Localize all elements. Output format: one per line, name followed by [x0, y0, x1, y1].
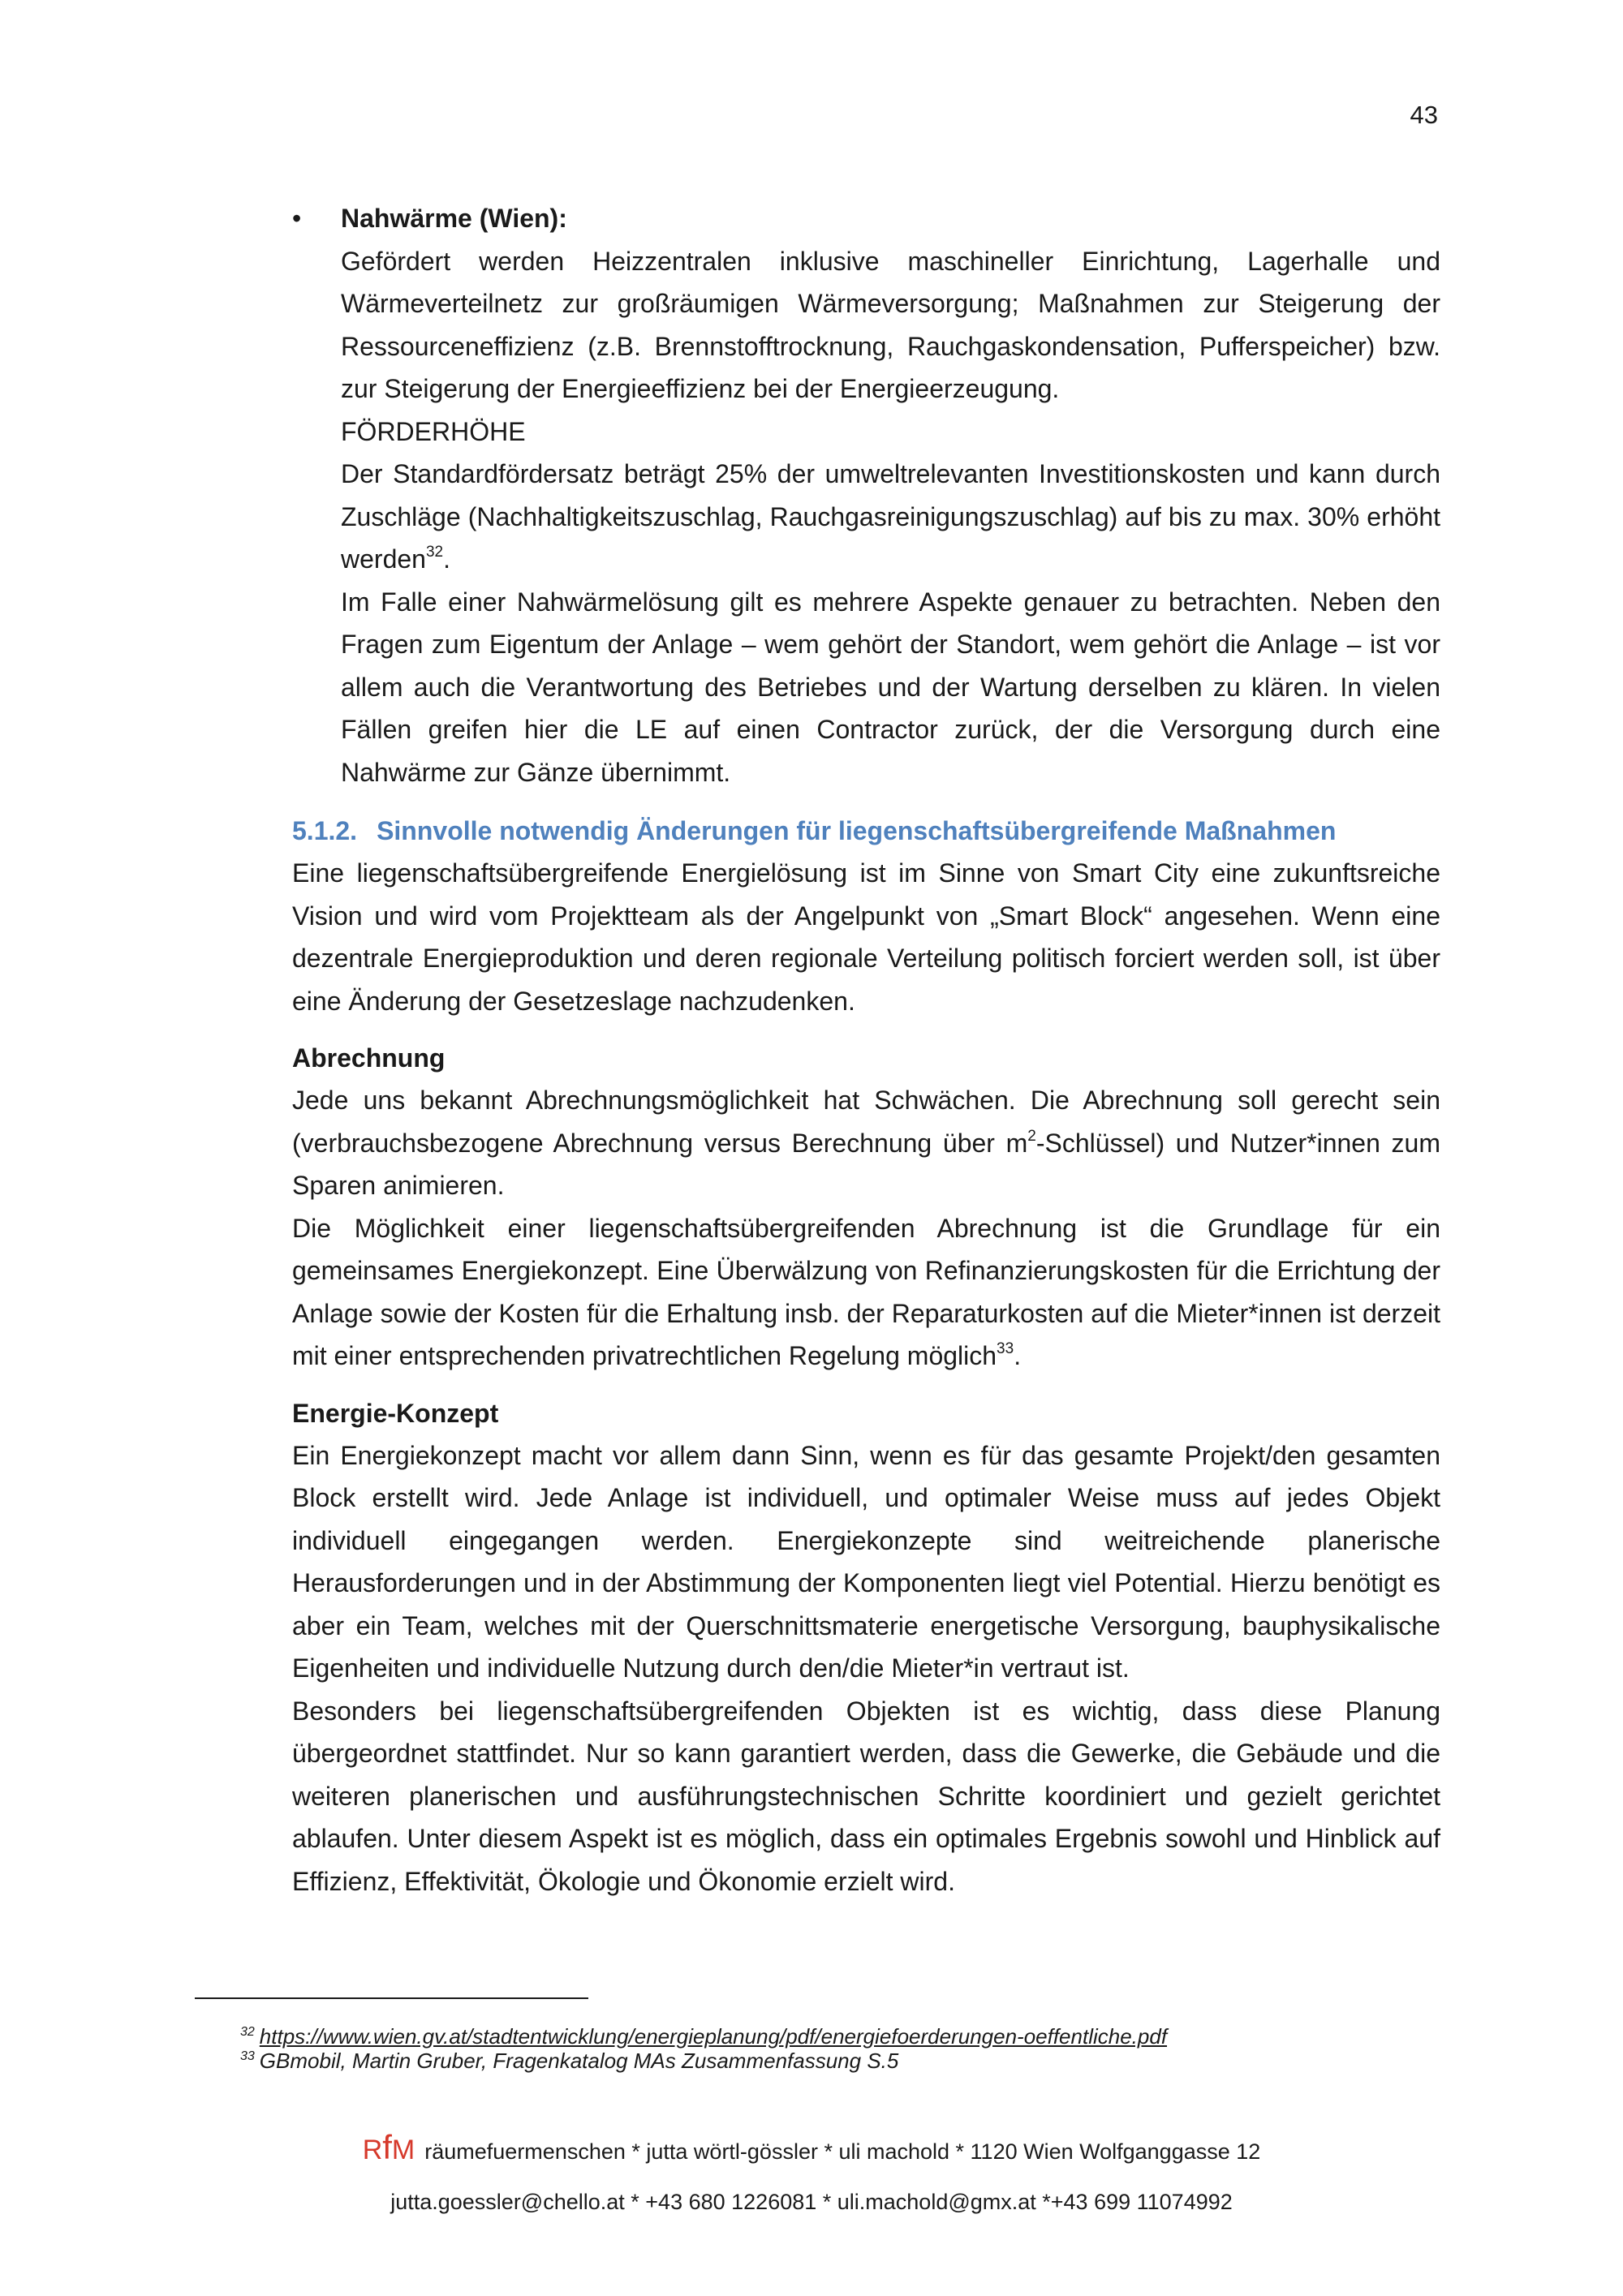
footnote-item	[240, 2049, 1376, 2073]
paragraph: Ein Energiekonzept macht vor allem dann Sinn, wenn es für das gesamte Projekt/den gesamten Block erstellt wird. Jede Anlage ist individuell, und optimaler Weise muss auf jedes Objekt individuell eingegangen werden. Energiekonzepte sind weitreichende planerische Herausforderungen und in der Abstimmung der Komponenten liegt viel Potential. Hierzu benötigt es aber ein Team, welches mit der Querschnittsmaterie energetische Versorgung, bauphysikalische Eigenheiten und individuelle Nutzung durch den/die Mieter*in vertraut ist.	[292, 1440, 1440, 1683]
paragraph: Besonders bei liegenschaftsübergreifenden Objekten ist es wichtig, dass diese Planung übergeordnet stattfindet. Nur so kann garantiert werden, dass die Gewerke, die Gebäude und die weiteren planerischen und ausführungstechnischen Schritte koordiniert und gezielt gerichtet ablaufen. Unter diesem Aspekt ist es möglich, dass ein optimales Ergebnis sowohl und Hinblick auf Effizienz, Effektivität, Ökologie und Ökonomie erzielt wird.	[292, 1696, 1440, 1896]
subheading-abrechnung: Abrechnung	[292, 1043, 446, 1073]
paragraph-text: Der Standardfördersatz beträgt 25% der umweltrelevanten Investitionskosten und kann durch Zuschläge (Nachhaltigkeitszuschlag, Rauchgasreinigungszuschlag) auf bis zu max. 30% erhöht werden	[341, 459, 1440, 574]
footnote-link[interactable]: https://www.wien.gv.at/stadtentwicklung/energieplanung/pdf/energiefoerderungen-oeffentliche.pdf	[259, 2024, 1168, 2049]
section-title: Sinnvolle notwendig Änderungen für liegenschaftsübergreifende Maßnahmen	[377, 816, 1337, 845]
superscript: 2	[1027, 1127, 1036, 1145]
footnote-number: 32	[240, 2025, 255, 2039]
logo-letter: f	[382, 2128, 392, 2166]
page-body	[292, 197, 1440, 1903]
paragraph	[292, 1207, 1440, 1378]
footnote-divider	[195, 1997, 588, 1999]
subheading-energie-konzept: Energie-Konzept	[292, 1398, 499, 1428]
footnote-reference[interactable]: 33	[997, 1340, 1014, 1357]
bullet-icon: •	[292, 204, 302, 233]
footnote-number: 33	[240, 2049, 255, 2063]
footer-contact: jutta.goessler@chello.at * +43 680 1226081 * uli.machold@gmx.at *+43 699 11074992	[390, 2190, 1233, 2214]
footer-address-text: räumefuermenschen * jutta wörtl-gössler * uli machold * 1120 Wien Wolfganggasse 12	[424, 2139, 1261, 2164]
bullet-paragraph	[341, 453, 1440, 581]
footnote-reference[interactable]: 32	[425, 544, 444, 561]
bullet-paragraph: Im Falle einer Nahwärmelösung gilt es mehrere Aspekte genauer zu betrachten. Neben den Fragen zum Eigentum der Anlage – wem gehört der Standort, wem gehört die Anlage – ist vor allem auch die Verantwortung des Betriebes und der Wartung derselben zu klären. In vielen Fällen greifen hier die LE auf einen Contractor zurück, der die Versorgung durch eine Nahwärme zur Gänze übernimmt.	[341, 587, 1440, 787]
paragraph-text: Jede uns bekannt Abrechnungsmöglichkeit hat Schwächen. Die Abrechnung soll gerecht sein (verbrauchsbezogene Abrechnung versus Berechnung über m	[292, 1086, 1440, 1158]
section-number: 5.1.2.	[292, 816, 358, 845]
paragraph-text: Die Möglichkeit einer liegenschaftsübergreifenden Abrechnung ist die Grundlage für ein gemeinsames Energiekonzept. Eine Überwälzung von Refinanzierungskosten für die Errichtung der Anlage sowie der Kosten für die Erhaltung insb. der Reparaturkosten auf die Mieter*innen ist derzeit mit einer entsprechenden privatrechtlichen Regelung möglich	[292, 1213, 1440, 1370]
footnotes	[240, 2024, 1376, 2073]
bullet-label: FÖRDERHÖHE	[341, 416, 526, 446]
footer-address	[0, 2128, 1623, 2166]
bullet-paragraph: Gefördert werden Heizzentralen inklusive maschineller Einrichtung, Lagerhalle und Wärmeverteilnetz zur großräumigen Wärmeversorgung; Maßnahmen zur Steigerung der Ressourceneffizienz (z.B. Brennstofftrocknung, Rauchgaskondensation, Pufferspeicher) bzw. zur Steigerung der Energieeffizienz bei der Energieerzeugung.	[341, 246, 1440, 403]
footnote-item	[240, 2024, 1376, 2049]
bullet-item-nahwaerme	[292, 197, 1440, 793]
section-intro: Eine liegenschaftsübergreifende Energielösung ist im Sinne von Smart City eine zukunftsreiche Vision und wird vom Projektteam als der Angelpunkt von „Smart Block“ angesehen. Wenn eine dezentrale Energieproduktion und deren regionale Verteilung politisch forciert werden soll, ist über eine Änderung der Gesetzeslage nachzudenken.	[292, 858, 1440, 1016]
paragraph	[292, 1079, 1440, 1207]
page-number: 43	[1410, 101, 1438, 129]
footnote-text: GBmobil, Martin Gruber, Fragenkatalog MAs Zusammenfassung S.5	[259, 2049, 899, 2073]
page-footer	[0, 2128, 1623, 2214]
paragraph-end: .	[443, 544, 450, 574]
rfm-logo	[362, 2128, 415, 2166]
bullet-title: Nahwärme (Wien):	[341, 204, 567, 233]
paragraph-end: .	[1014, 1341, 1022, 1370]
section-heading	[292, 810, 1440, 852]
logo-letter: R	[362, 2135, 383, 2165]
logo-letter: M	[391, 2135, 415, 2165]
paragraph-text: -Schlüssel) und Nutzer*innen zum Sparen animieren.	[292, 1128, 1441, 1200]
